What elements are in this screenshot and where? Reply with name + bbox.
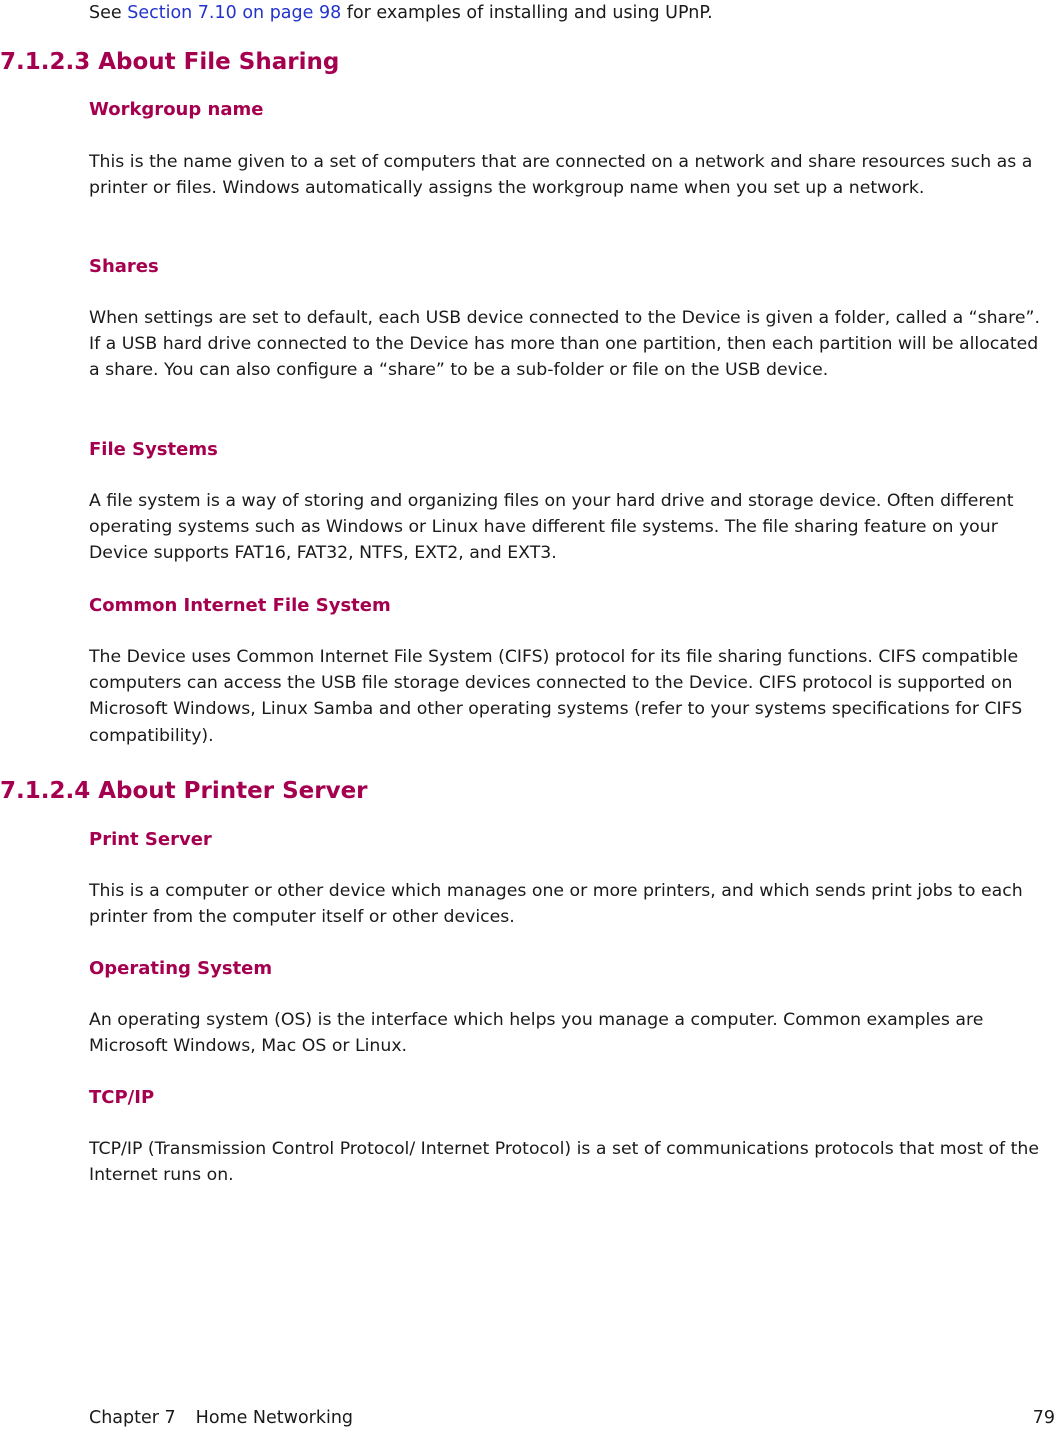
footer-chapter-label: Chapter 7 xyxy=(89,1408,176,1428)
print-server-heading: Print Server xyxy=(89,829,212,850)
shares-body: When settings are set to default, each USB device connected to the Device is given a folder, called a “share”. If a USB hard drive connected to the Device has more than one partition, then each partition will be allocated a share. You can also configure a “share” to be a sub-folder or file on the USB device. xyxy=(89,308,1040,381)
intro-suffix: for examples of installing and using UPnP. xyxy=(341,3,713,23)
file-sharing-heading xyxy=(0,47,339,77)
printer-server-heading xyxy=(0,776,368,806)
tcp-ip-body: TCP/IP (Transmission Control Protocol/ Internet Protocol) is a set of communications protocols that most of the Internet runs on. xyxy=(89,1139,1039,1186)
intro-paragraph xyxy=(89,0,713,26)
cifs-heading: Common Internet File System xyxy=(89,595,391,616)
intro-prefix: See xyxy=(89,3,128,23)
operating-system-body: An operating system (OS) is the interface which helps you manage a computer. Common examples are Microsoft Windows, Mac OS or Linux. xyxy=(89,1010,984,1057)
file-sharing-number: 7.1.2.3 xyxy=(0,49,91,75)
printer-server-title: About Printer Server xyxy=(98,778,368,804)
tcp-ip-heading: TCP/IP xyxy=(89,1087,155,1108)
shares-heading: Shares xyxy=(89,256,159,277)
workgroup-name-body: This is the name given to a set of computers that are connected on a network and share resources such as a printer or files. Windows automatically assigns the workgroup name when you set up a network. xyxy=(89,152,1033,199)
footer-chapter-title: Home Networking xyxy=(195,1408,354,1428)
printer-server-number: 7.1.2.4 xyxy=(0,778,91,804)
file-systems-body: A file system is a way of storing and organizing files on your hard drive and storage device. Often different operating systems such as Windows or Linux have different file systems. The file sharing feature on your Device supports FAT16, FAT32, NTFS, EXT2, and EXT3. xyxy=(89,491,1014,564)
section-link[interactable]: Section 7.10 on page 98 xyxy=(127,3,342,23)
cifs-body: The Device uses Common Internet File System (CIFS) protocol for its file sharing functions. CIFS compatible computers can access the USB file storage devices connected to the Device. CIFS protocol is supported on Microsoft Windows, Linux Samba and other operating systems (refer to your systems specifications for CIFS compatibility). xyxy=(89,647,1023,746)
file-systems-heading: File Systems xyxy=(89,439,218,460)
workgroup-name-heading: Workgroup name xyxy=(89,99,264,120)
footer-page-number: 79 xyxy=(1032,1408,1055,1428)
file-sharing-title: About File Sharing xyxy=(98,49,340,75)
footer-chapter xyxy=(89,1406,353,1430)
print-server-body: This is a computer or other device which manages one or more printers, and which sends print jobs to each printer from the computer itself or other devices. xyxy=(89,881,1023,928)
operating-system-heading: Operating System xyxy=(89,958,273,979)
